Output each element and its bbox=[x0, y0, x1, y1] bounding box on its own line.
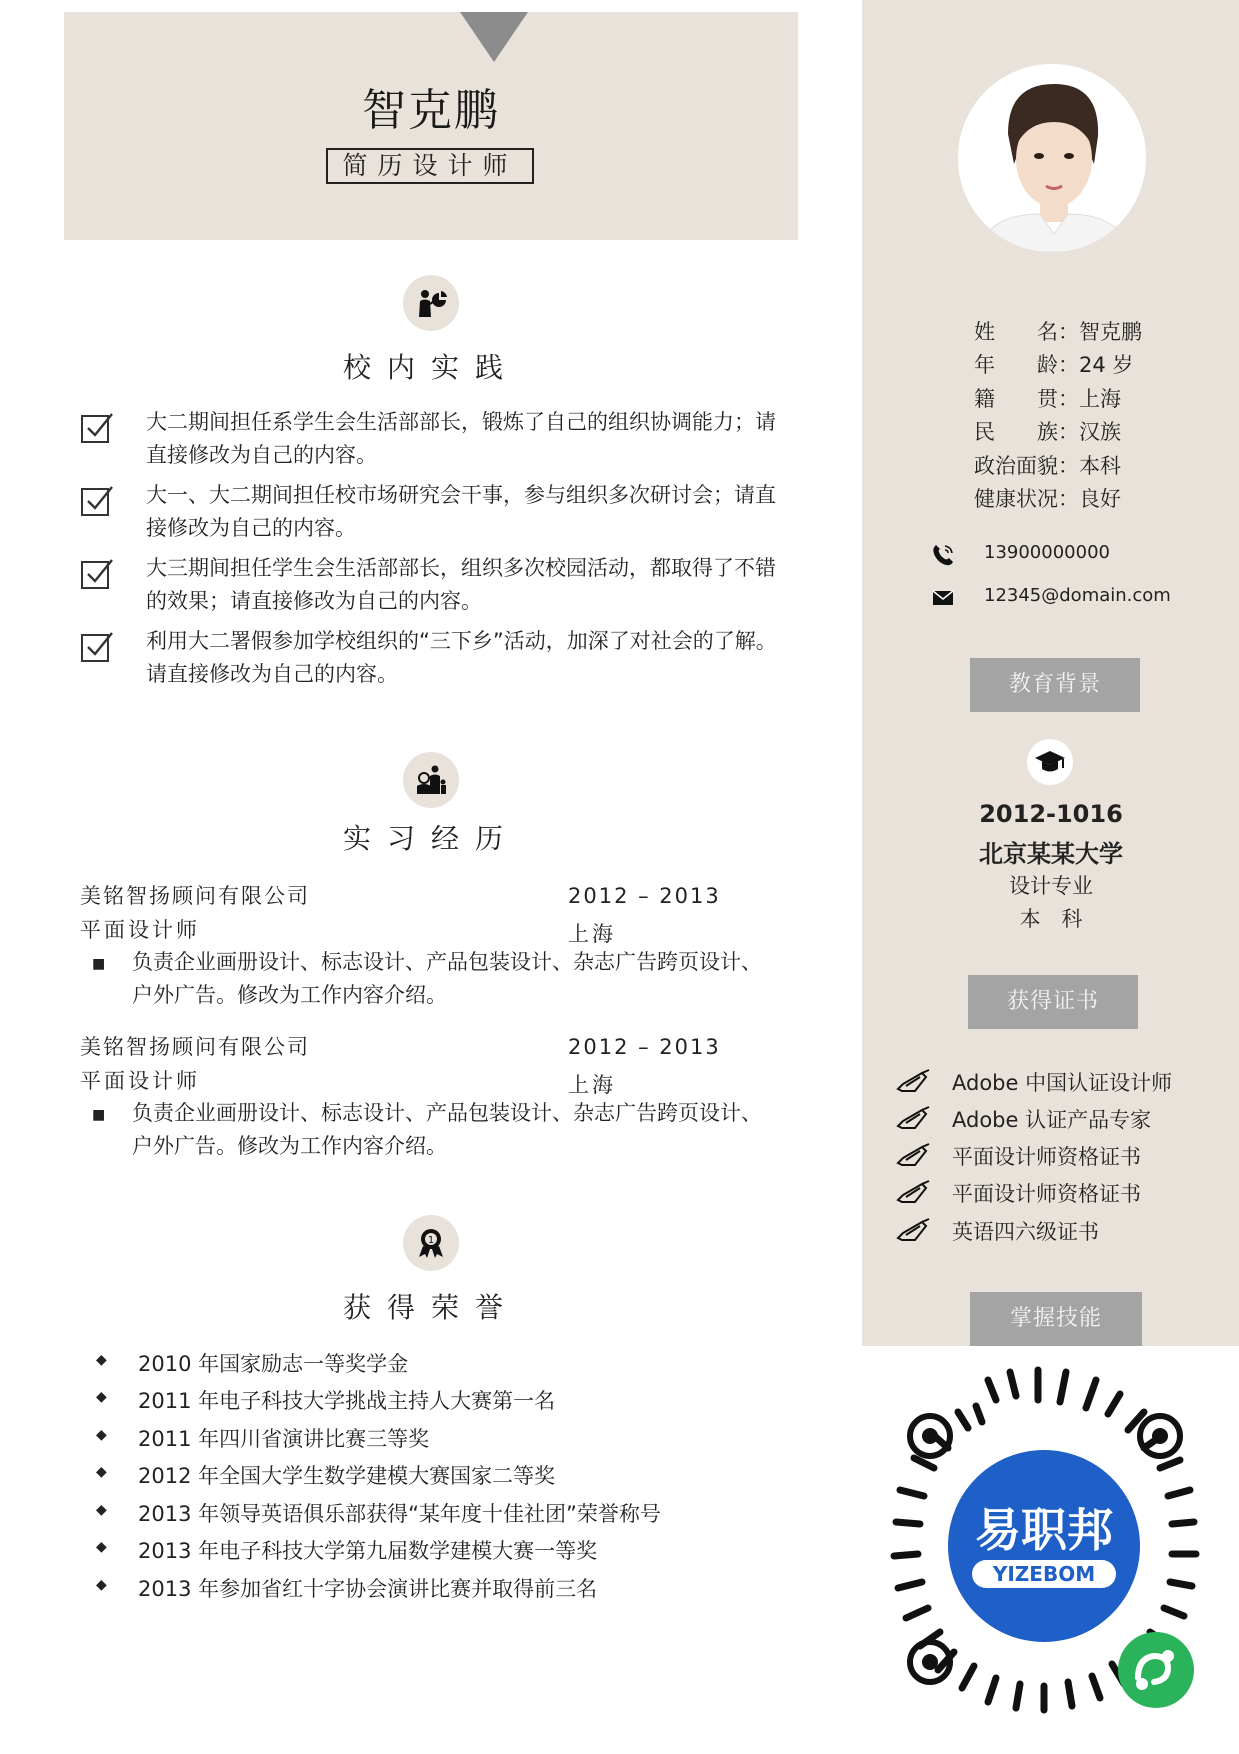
job-period: 2012 – 2013 bbox=[568, 884, 721, 908]
email-address[interactable]: 12345@domain.com bbox=[984, 585, 1171, 606]
company-name: 美铭智扬顾问有限公司 bbox=[80, 884, 310, 908]
cert-text: 平面设计师资格证书 bbox=[952, 1145, 1141, 1169]
education-heading: 教育背景 bbox=[970, 658, 1140, 712]
cert-text: Adobe 认证产品专家 bbox=[952, 1108, 1152, 1132]
info-sep: ： bbox=[1058, 487, 1079, 511]
job-description: 负责企业画册设计、标志设计、产品包装设计、杂志广告跨页设计、户外广告。修改为工作内容介绍。 bbox=[132, 1101, 762, 1158]
honor-text: 2013 年参加省红十字协会演讲比赛并取得前三名 bbox=[138, 1577, 598, 1601]
cert-text: 平面设计师资格证书 bbox=[952, 1182, 1141, 1206]
education-period: 2012-1016 bbox=[979, 800, 1123, 828]
info-sep: ： bbox=[1058, 353, 1079, 377]
campus-item-text: 大三期间担任学生会生活部部长，组织多次校园活动，都取得了不错的效果；请直接修改为自己的内容。 bbox=[146, 556, 776, 613]
job-description: 负责企业画册设计、标志设计、产品包装设计、杂志广告跨页设计、户外广告。修改为工作内容介绍。 bbox=[132, 950, 762, 1007]
honor-text: 2013 年电子科技大学第九届数学建模大赛一等奖 bbox=[138, 1539, 598, 1563]
info-row-political bbox=[974, 450, 1121, 480]
education-school: 北京某某大学 bbox=[979, 840, 1123, 868]
education-degree: 本 科 bbox=[1019, 907, 1083, 931]
mini-program-code[interactable] bbox=[838, 1350, 1238, 1750]
qr-logo-cn: 易职邦 bbox=[975, 1503, 1113, 1557]
cert-text: Adobe 中国认证设计师 bbox=[952, 1071, 1173, 1095]
header-triangle bbox=[460, 12, 528, 62]
info-label: 籍贯 bbox=[974, 387, 1058, 411]
job-title-box: 简历设计师 bbox=[326, 148, 534, 184]
phone-icon bbox=[930, 542, 956, 568]
company-name: 美铭智扬顾问有限公司 bbox=[80, 1035, 310, 1059]
campus-item-text: 利用大二署假参加学校组织的“三下乡”活动，加深了对社会的了解。请直接修改为自己的内容。 bbox=[146, 629, 777, 686]
info-label: 姓名 bbox=[974, 320, 1058, 344]
checkbox-icon bbox=[80, 483, 114, 517]
honor-text: 2010 年国家励志一等奖学金 bbox=[138, 1352, 409, 1376]
business-presentation-icon bbox=[403, 275, 459, 331]
pen-icon bbox=[896, 1143, 930, 1167]
info-value: 良好 bbox=[1079, 487, 1121, 511]
internship-section-title: 实习经历 bbox=[342, 822, 519, 855]
family-icon bbox=[403, 752, 459, 808]
education-major: 设计专业 bbox=[1009, 874, 1093, 898]
diamond-bullet-icon: ◆ bbox=[96, 1577, 107, 1593]
candidate-name: 智克鹏 bbox=[362, 85, 500, 136]
diamond-bullet-icon: ◆ bbox=[96, 1389, 107, 1405]
job-period: 2012 – 2013 bbox=[568, 1035, 721, 1059]
campus-item-text: 大二期间担任系学生会生活部部长，锻炼了自己的组织协调能力；请直接修改为自己的内容。 bbox=[146, 410, 776, 467]
info-sep: ： bbox=[1058, 387, 1079, 411]
job-role: 平面设计师 bbox=[80, 1069, 200, 1093]
phone-number[interactable]: 13900000000 bbox=[984, 542, 1110, 563]
pen-icon bbox=[896, 1218, 930, 1242]
honor-text: 2011 年电子科技大学挑战主持人大赛第一名 bbox=[138, 1389, 556, 1413]
avatar bbox=[958, 64, 1146, 252]
internship-entry bbox=[80, 1031, 800, 1161]
job-city: 上海 bbox=[568, 922, 616, 946]
certificates-heading: 获得证书 bbox=[968, 975, 1138, 1029]
info-row-health bbox=[974, 483, 1121, 513]
square-bullet-icon: ■ bbox=[92, 956, 106, 972]
checkbox-icon bbox=[80, 410, 114, 444]
info-label: 政治面貌 bbox=[974, 454, 1058, 478]
info-value: 汉族 bbox=[1079, 420, 1121, 444]
diamond-bullet-icon: ◆ bbox=[96, 1427, 107, 1443]
honor-text: 2011 年四川省演讲比赛三等奖 bbox=[138, 1427, 430, 1451]
info-value: 本科 bbox=[1079, 454, 1121, 478]
diamond-bullet-icon: ◆ bbox=[96, 1502, 107, 1518]
svg-text:1: 1 bbox=[427, 1235, 435, 1246]
info-row-age bbox=[974, 349, 1133, 379]
campus-item-text: 大一、大二期间担任校市场研究会干事，参与组织多次研讨会；请直接修改为自己的内容。 bbox=[146, 483, 776, 540]
honors-section-title: 获得荣誉 bbox=[342, 1291, 519, 1324]
pen-icon bbox=[896, 1069, 930, 1093]
square-bullet-icon: ■ bbox=[92, 1107, 106, 1123]
honor-text: 2013 年领导英语俱乐部获得“某年度十佳社团”荣誉称号 bbox=[138, 1502, 661, 1526]
award-badge-icon bbox=[403, 1215, 459, 1271]
job-role: 平面设计师 bbox=[80, 918, 200, 942]
diamond-bullet-icon: ◆ bbox=[96, 1464, 107, 1480]
info-label: 健康状况 bbox=[974, 487, 1058, 511]
diamond-bullet-icon: ◆ bbox=[96, 1352, 107, 1368]
job-city: 上海 bbox=[568, 1073, 616, 1097]
checkbox-icon bbox=[80, 556, 114, 590]
diamond-bullet-icon: ◆ bbox=[96, 1539, 107, 1555]
info-label: 民族 bbox=[974, 420, 1058, 444]
honor-text: 2012 年全国大学生数学建模大赛国家二等奖 bbox=[138, 1464, 556, 1488]
info-value: 上海 bbox=[1079, 387, 1121, 411]
info-sep: ： bbox=[1058, 320, 1079, 344]
graduation-cap-icon bbox=[1027, 739, 1073, 785]
checkbox-icon bbox=[80, 629, 114, 663]
info-value: 智克鹏 bbox=[1079, 320, 1142, 344]
qr-logo-en: YIZEBOM bbox=[992, 1562, 1096, 1586]
info-row-origin bbox=[974, 383, 1121, 413]
info-sep: ： bbox=[1058, 454, 1079, 478]
header-banner bbox=[64, 12, 798, 240]
info-sep: ： bbox=[1058, 420, 1079, 444]
pen-icon bbox=[896, 1180, 930, 1204]
mail-icon bbox=[930, 585, 956, 611]
info-label: 年龄 bbox=[974, 353, 1058, 377]
skills-heading: 掌握技能 bbox=[970, 1292, 1142, 1346]
info-value: 24 岁 bbox=[1079, 353, 1134, 377]
campus-section-title: 校内实践 bbox=[342, 351, 519, 384]
info-row-ethnicity bbox=[974, 416, 1121, 446]
internship-entry bbox=[80, 880, 800, 1010]
pen-icon bbox=[896, 1106, 930, 1130]
cert-text: 英语四六级证书 bbox=[952, 1220, 1099, 1244]
info-row-name bbox=[974, 316, 1142, 346]
